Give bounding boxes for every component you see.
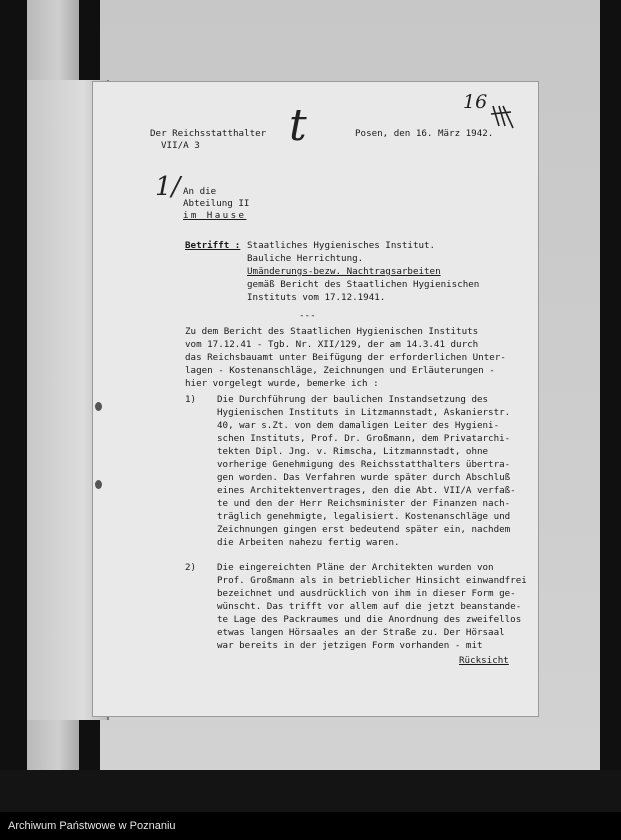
item-2-line-3: bezeichnet und ausdrücklich von ihm in dieser Form ge-: [217, 588, 516, 599]
item-1-line-3: 40, war s.Zt. von dem damaligen Leiter des Hygieni-: [217, 420, 500, 431]
sender-line-1: Der Reichsstatthalter: [150, 128, 267, 139]
item-2-line-6: etwas langen Hörsaales an der Straße zu. Der Hörsaal: [217, 627, 505, 638]
handwritten-mark: t: [289, 100, 307, 151]
betrifft-line-1: Staatliches Hygienisches Institut.: [247, 240, 436, 251]
item-2-number: 2): [185, 562, 197, 573]
item-1-line-10: träglich genehmigte, legalisiert. Kostenanschläge und: [217, 511, 511, 522]
item-1-line-11: Zeichnungen gingen erst bedeutend später ein, nachdem: [217, 524, 511, 535]
betrifft-line-2: Bauliche Herrichtung.: [247, 253, 364, 264]
handwritten-number: 1/: [155, 172, 181, 202]
addressee-line-1: An die: [183, 186, 217, 197]
item-1-line-8: eines Architektenvertrages, den die Abt. VII/A verfaß-: [217, 485, 516, 496]
intro-line-4: lagen - Kostenanschläge, Zeichnungen und Erläuterungen -: [185, 365, 495, 376]
item-1-line-6: vorherige Genehmigung des Reichsstatthalters übertra-: [217, 459, 511, 470]
scan-bottom-band: [0, 770, 621, 812]
item-1-line-2: Hygienischen Instituts in Litzmannstadt, Askanierstr.: [217, 407, 511, 418]
addressee-line-3: im Hause: [183, 210, 247, 221]
place-date: Posen, den 16. März 1942.: [355, 128, 494, 139]
item-2-line-7: war bereits in der jetzigen Form vorhanden - mit: [217, 640, 483, 651]
intro-line-1: Zu dem Bericht des Staatlichen Hygienischen Instituts: [185, 326, 479, 337]
sender-line-2: VII/A 3: [161, 140, 200, 151]
intro-line-2: vom 17.12.41 - Tgb. Nr. XII/129, der am 14.3.41 durch: [185, 339, 479, 350]
folio-mark-icon: [489, 102, 519, 130]
intro-line-5: hier vorgelegt wurde, bemerke ich :: [185, 378, 379, 389]
betrifft-label: Betrifft :: [185, 240, 241, 251]
catchword: Rücksicht: [459, 655, 509, 666]
item-1-line-12: die Arbeiten nahezu fertig waren.: [217, 537, 400, 548]
archive-footer: [0, 812, 621, 840]
document-page: [93, 82, 538, 716]
addressee-line-2: Abteilung II: [183, 198, 250, 209]
archive-name: Archiwum Państwowe w Poznaniu: [8, 820, 176, 832]
folio-number: 16: [463, 91, 488, 113]
item-1-line-1: Die Durchführung der baulichen Instandsetzung des: [217, 394, 489, 405]
intro-line-3: das Reichsbauamt unter Beifügung der erforderlichen Unter-: [185, 352, 506, 363]
item-2-line-5: te Lage des Packraumes und die Anordnung des zweifellos: [217, 614, 522, 625]
item-1-line-7: gen worden. Das Verfahren wurde später durch Abschluß: [217, 472, 511, 483]
item-1-number: 1): [185, 394, 197, 405]
betrifft-line-4: gemäß Bericht des Staatlichen Hygienischen: [247, 279, 480, 290]
separator: ---: [299, 310, 316, 321]
item-2-line-2: Prof. Großmann als in betrieblicher Hinsicht einwandfrei: [217, 575, 527, 586]
punch-hole: [95, 480, 102, 489]
item-1-line-5: tekten Dipl. Jng. v. Rimscha, Litzmannstadt, ohne: [217, 446, 489, 457]
item-1-line-4: schen Instituts, Prof. Dr. Großmann, dem Privatarchi-: [217, 433, 511, 444]
betrifft-line-5: Instituts vom 17.12.1941.: [247, 292, 386, 303]
item-2-line-1: Die eingereichten Pläne der Architekten wurden von: [217, 562, 494, 573]
punch-hole: [95, 402, 102, 411]
item-1-line-9: te und den der Herr Reichsminister der Finanzen nach-: [217, 498, 511, 509]
item-2-line-4: wünscht. Das trifft vor allem auf die jetzt beanstande-: [217, 601, 522, 612]
betrifft-line-3: Umänderungs-bezw. Nachtragsarbeiten: [247, 266, 441, 277]
